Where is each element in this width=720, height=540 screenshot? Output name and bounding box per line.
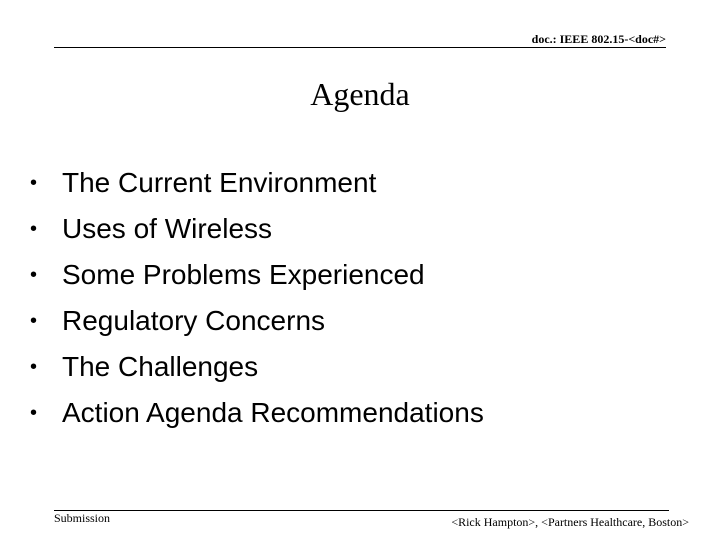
bullet-icon: • xyxy=(30,355,38,378)
footer-submission: Submission xyxy=(54,511,111,525)
footer-rule xyxy=(54,510,669,511)
agenda-list xyxy=(28,160,484,436)
list-item xyxy=(28,160,484,206)
document-id: doc.: IEEE 802.15-<doc#> xyxy=(531,32,666,46)
slide-title: Agenda xyxy=(310,76,410,112)
agenda-item-text: Some Problems Experienced xyxy=(62,259,425,290)
list-item xyxy=(28,390,484,436)
bullet-icon: • xyxy=(30,263,38,286)
agenda-item-text: Uses of Wireless xyxy=(62,213,273,244)
bullet-icon: • xyxy=(30,309,38,332)
bullet-icon: • xyxy=(30,401,38,424)
footer-author: <Rick Hampton>, <Partners Healthcare, Boston> xyxy=(451,515,689,529)
header-rule xyxy=(54,47,666,48)
agenda-item-text: The Challenges xyxy=(62,351,259,382)
list-item xyxy=(28,252,484,298)
agenda-item-text: Regulatory Concerns xyxy=(62,305,326,336)
bullet-icon: • xyxy=(30,171,38,194)
list-item xyxy=(28,298,484,344)
agenda-item-text: The Current Environment xyxy=(62,167,377,198)
list-item xyxy=(28,344,484,390)
list-item xyxy=(28,206,484,252)
agenda-item-text: Action Agenda Recommendations xyxy=(62,397,484,428)
bullet-icon: • xyxy=(30,217,38,240)
